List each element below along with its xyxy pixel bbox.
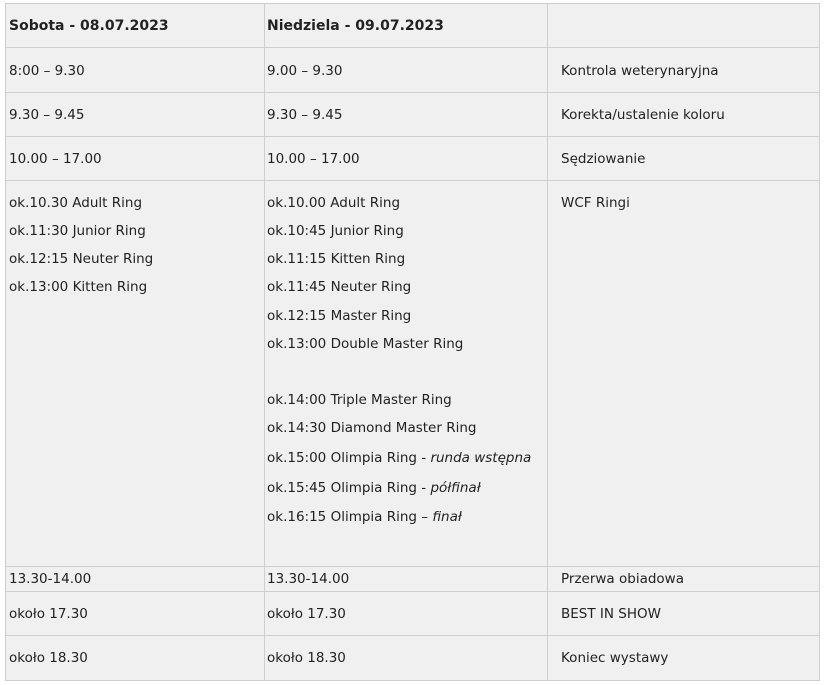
schedule-table	[5, 3, 820, 681]
ring-entry: ok.11:15 Kitten Ring	[267, 251, 406, 267]
rings-row	[6, 181, 819, 567]
event-name: Sędziowanie	[561, 151, 646, 167]
table-row	[6, 48, 819, 93]
table-row	[6, 636, 819, 680]
saturday-rings	[6, 181, 265, 566]
sunday-time: 10.00 – 17.00	[267, 151, 360, 167]
olimpia-entry: ok.16:15 Olimpia Ring – finał	[267, 509, 462, 525]
table-row	[6, 567, 819, 592]
sunday-time: około 18.30	[267, 650, 346, 666]
ring-entry: ok.11:30 Junior Ring	[9, 223, 146, 239]
saturday-time: około 17.30	[9, 606, 88, 622]
ring-entry: ok.10.00 Adult Ring	[267, 195, 401, 211]
ring-entry: ok.14:00 Triple Master Ring	[267, 392, 452, 408]
sunday-rings	[265, 181, 548, 566]
event-name: WCF Ringi	[561, 195, 630, 211]
table-row	[6, 137, 819, 181]
olimpia-entry: ok.15:45 Olimpia Ring - półfinał	[267, 480, 481, 496]
sunday-time: około 17.30	[267, 606, 346, 622]
ring-entry: ok.13:00 Double Master Ring	[267, 336, 464, 352]
sunday-time: 9.30 – 9.45	[267, 107, 343, 123]
event-name: Kontrola weterynaryjna	[561, 63, 719, 79]
saturday-time: 8:00 – 9.30	[9, 63, 85, 79]
saturday-time: 10.00 – 17.00	[9, 151, 102, 167]
ring-entry: ok.10.30 Adult Ring	[9, 195, 143, 211]
sunday-time: 9.00 – 9.30	[267, 63, 343, 79]
ring-entry: ok.11:45 Neuter Ring	[267, 279, 412, 295]
olimpia-entry: ok.15:00 Olimpia Ring - runda wstępna	[267, 450, 532, 466]
saturday-time: około 18.30	[9, 650, 88, 666]
event-name: Korekta/ustalenie koloru	[561, 107, 725, 123]
ring-entry: ok.14:30 Diamond Master Ring	[267, 420, 477, 436]
event-name: Przerwa obiadowa	[561, 571, 684, 587]
saturday-time: 13.30-14.00	[9, 571, 92, 587]
header-row	[6, 4, 819, 48]
table-row	[6, 592, 819, 636]
saturday-time: 9.30 – 9.45	[9, 107, 85, 123]
ring-entry: ok.12:15 Neuter Ring	[9, 251, 154, 267]
table-row	[6, 93, 819, 137]
event-name: Koniec wystawy	[561, 650, 669, 666]
sunday-time: 13.30-14.00	[267, 571, 350, 587]
event-name: BEST IN SHOW	[561, 606, 661, 622]
ring-entry: ok.13:00 Kitten Ring	[9, 279, 148, 295]
ring-entry: ok.10:45 Junior Ring	[267, 223, 404, 239]
header-saturday: Sobota - 08.07.2023	[9, 18, 169, 34]
ring-entry: ok.12:15 Master Ring	[267, 308, 412, 324]
header-sunday: Niedziela - 09.07.2023	[267, 18, 444, 34]
